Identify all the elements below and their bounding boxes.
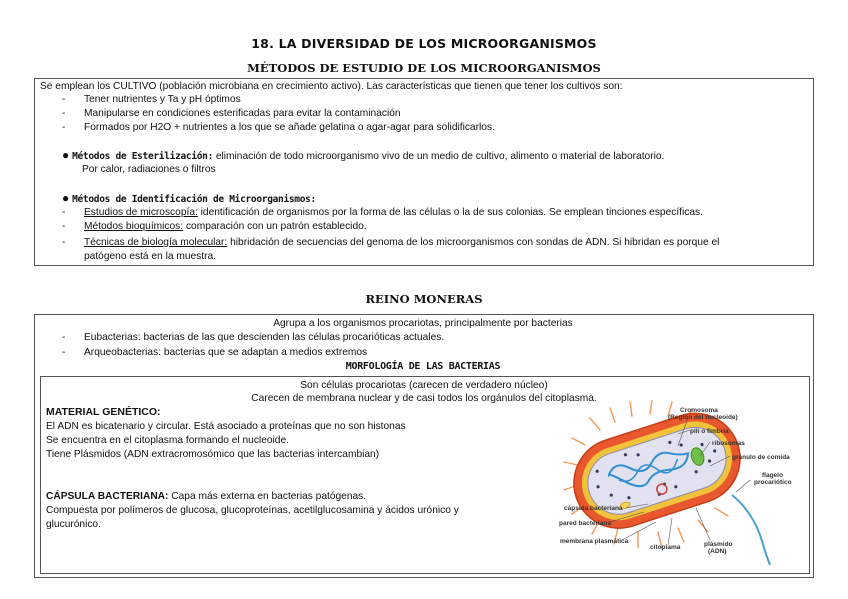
sterilization-heading: Métodos de Esterilización: bbox=[72, 151, 214, 162]
capsule-detail: Compuesta por polímeros de glucosa, glucoproteínas, acetilglucosamina y ácidos urónico y bbox=[46, 505, 459, 516]
bullet-icon: ● bbox=[62, 191, 70, 205]
moneras-intro: Agrupa a los organismos procariotas, principalmente por bacterias bbox=[273, 318, 573, 329]
capsule-heading: CÁPSULA BACTERIANA: bbox=[46, 491, 169, 502]
sterilization-item bbox=[62, 149, 664, 163]
capsule-detail: glucurónico. bbox=[46, 519, 101, 530]
label-adn: (ADN) bbox=[708, 548, 727, 555]
label-citoplasma: citoplama bbox=[650, 544, 681, 551]
label-pared: pared bacteriana bbox=[559, 520, 612, 527]
label-flagelo: flagelo bbox=[762, 472, 783, 479]
genetic-line: Tiene Plásmidos (ADN extracromosómico que las bacterias intercambian) bbox=[46, 449, 380, 460]
page-title: 18. LA DIVERSIDAD DE LOS MICROORGANISMOS bbox=[251, 36, 597, 51]
list-item: - Métodos bioquímicos: comparación con un patrón establecido. bbox=[62, 221, 367, 232]
list-item: - Formados por H2O + nutrientes a los que se añade gelatina o agar-agar para solidificarlos. bbox=[62, 122, 495, 133]
morphology-title: MORFOLOGÍA DE LAS BACTERIAS bbox=[345, 361, 501, 372]
label-cromosoma: Cromosoma bbox=[680, 407, 718, 414]
capsule-line bbox=[46, 490, 366, 503]
flagellum-icon bbox=[732, 495, 770, 565]
list-item-continuation: patógeno está en la muestra. bbox=[84, 251, 216, 262]
genetic-line: El ADN es bicatenario y circular. Está asociado a proteínas que no son histonas bbox=[46, 421, 406, 432]
morphology-line-1: Son células procariotas (carecen de verdadero núcleo) bbox=[300, 380, 548, 391]
label-pili: pili o fimbria bbox=[690, 428, 729, 435]
identification-item bbox=[62, 192, 316, 206]
bullet-icon: ● bbox=[62, 148, 70, 162]
section-title-moneras: REINO MONERAS bbox=[365, 292, 483, 306]
section-title-methods: MÉTODOS DE ESTUDIO DE LOS MICROORGANISMOS bbox=[247, 61, 601, 75]
identification-heading: Métodos de Identificación de Microorganismos: bbox=[72, 194, 316, 205]
label-membrana: membrana plasmática bbox=[560, 538, 629, 545]
list-item: - Estudios de microscopía: identificación de organismos por la forma de las células o la de sus colonias. Se emplean tinciones específicas. bbox=[62, 207, 703, 218]
label-plasmido: plásmido bbox=[704, 541, 733, 548]
sterilization-text-2: Por calor, radiaciones o filtros bbox=[82, 164, 216, 175]
list-item: - Arqueobacterias: bacterias que se adaptan a medios extremos bbox=[62, 347, 368, 358]
list-item: - Tener nutrientes y Ta y pH óptimos bbox=[62, 94, 241, 105]
label-procariotico: procariótico bbox=[754, 479, 792, 486]
list-item: - Manipularse en condiciones esterificadas para evitar la contaminación bbox=[62, 108, 401, 119]
methods-intro: Se emplean los CULTIVO (población microbiana en crecimiento activo). Las características que tienen que tener los cultivos son: bbox=[40, 81, 623, 92]
label-capsula: cápsula bacteriana bbox=[564, 505, 623, 512]
genetic-line: Se encuentra en el citoplasma formando el nucleoide. bbox=[46, 435, 289, 446]
label-ribosomas: ribosomas bbox=[712, 440, 745, 447]
list-item: - Eubacterias: bacterias de las que descienden las células procarióticas actuales. bbox=[62, 332, 445, 343]
label-granulo: gránulo de comida bbox=[732, 454, 790, 461]
capsule-text: Capa más externa en bacterias patógenas. bbox=[171, 491, 367, 502]
genetic-heading: MATERIAL GENÉTICO: bbox=[46, 406, 161, 418]
list-item: - Técnicas de biología molecular: hibridación de secuencias del genoma de los microorganismos con sondas de ADN. Si hibridan es porque el bbox=[62, 237, 720, 248]
sterilization-text: eliminación de todo microorganismo vivo de un medio de cultivo, alimento o material de laboratorio. bbox=[215, 151, 665, 162]
morphology-line-2: Carecen de membrana nuclear y de casi todos los orgánulos del citoplasma. bbox=[251, 393, 597, 404]
label-nucleoide: (Región del nucleoide) bbox=[668, 414, 738, 421]
